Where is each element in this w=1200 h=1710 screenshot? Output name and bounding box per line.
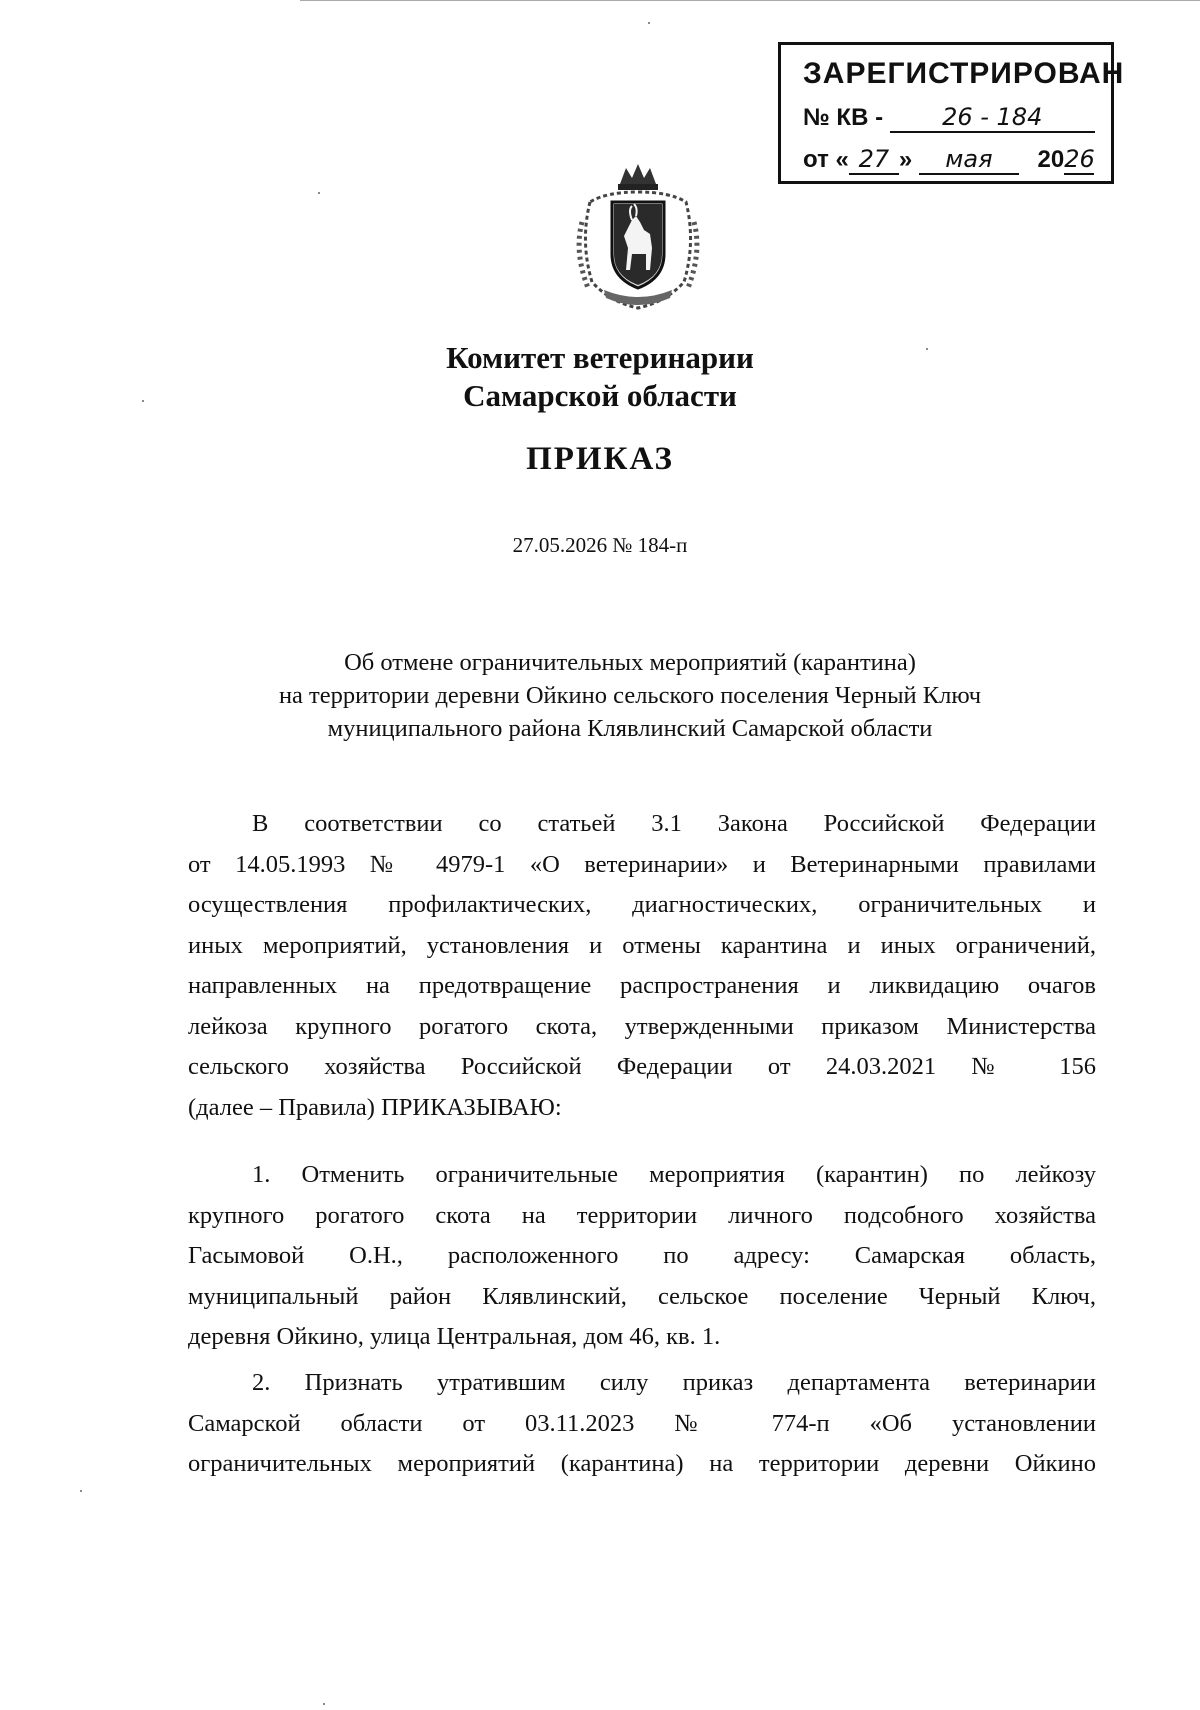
stamp-number-handwritten: 26 - 184 xyxy=(890,103,1095,133)
scan-speck xyxy=(80,1490,82,1492)
stamp-year-prefix: 20 xyxy=(1037,146,1065,173)
stamp-month-handwritten: мая xyxy=(919,145,1019,175)
scan-speck xyxy=(926,348,928,350)
samara-coat-of-arms-icon xyxy=(570,162,706,312)
stamp-title: ЗАРЕГИСТРИРОВАН xyxy=(803,57,1125,90)
text-line: 1. Отменить ограничительные мероприятия (карантин) по лейкозу xyxy=(252,1161,1096,1188)
subject-line: на территории деревни Ойкино сельского поселения Черный Ключ xyxy=(278,682,982,709)
text-line: сельского хозяйства Российской Федерации от 24.03.2021 № 156 xyxy=(188,1053,1096,1080)
scan-speck xyxy=(648,22,650,24)
doc-date-number: 27.05.2026 № 184-п xyxy=(512,533,688,557)
scan-speck xyxy=(323,1703,325,1705)
text-line: Самарской области от 03.11.2023 № 774-п «Об установлении xyxy=(188,1409,1096,1437)
text-line: осуществления профилактических, диагностических, ограничительных и xyxy=(188,891,1096,918)
stamp-number-prefix: № КВ - xyxy=(803,104,890,131)
text-line: ограничительных мероприятий (карантина) на территории деревни Ойкино xyxy=(188,1450,1096,1477)
scan-edge-line xyxy=(300,0,1200,1)
text-line: крупного рогатого скота на территории личного подсобного хозяйства xyxy=(188,1201,1096,1229)
stamp-date-mid: » xyxy=(898,146,913,173)
text-line: В соответствии со статьей 3.1 Закона Российской Федерации xyxy=(252,810,1096,837)
org-name-line1: Комитет ветеринарии xyxy=(446,340,754,375)
paragraph-item-2 xyxy=(188,1363,1096,1485)
stamp-year-handwritten: 26 xyxy=(1064,145,1095,173)
doc-type-title: ПРИКАЗ xyxy=(526,441,674,477)
text-line: направленных на предотвращение распространения и ликвидацию очагов xyxy=(188,972,1096,999)
text-line: от 14.05.1993 № 4979-1 «О ветеринарии» и Ветеринарными правилами xyxy=(188,850,1096,878)
text-line: муниципальный район Клявлинский, сельское поселение Черный Ключ, xyxy=(188,1282,1096,1310)
text-line: иных мероприятий, установления и отмены карантина и иных ограничений, xyxy=(188,931,1096,959)
scan-speck xyxy=(142,400,144,402)
text-line: Гасымовой О.Н., расположенного по адресу: Самарская область, xyxy=(188,1242,1096,1269)
stamp-date-prefix: от « xyxy=(803,146,849,173)
doc-subject xyxy=(240,646,1020,745)
text-line: деревня Ойкино, улица Центральная, дом 46, кв. 1. xyxy=(188,1323,721,1350)
registration-stamp xyxy=(778,42,1125,184)
stamp-date-line xyxy=(803,145,1094,175)
text-line: 2. Признать утратившим силу приказ департамента ветеринарии xyxy=(252,1369,1096,1396)
subject-line: муниципального района Клявлинский Самарской области xyxy=(327,715,933,742)
text-line: (далее – Правила) ПРИКАЗЫВАЮ: xyxy=(188,1093,562,1121)
stamp-number-line xyxy=(803,103,1095,133)
text-line: лейкоза крупного рогатого скота, утвержденными приказом Министерства xyxy=(188,1012,1096,1040)
org-name-line2: Самарской области xyxy=(463,378,737,413)
paragraph-preamble xyxy=(188,804,1096,1128)
scan-speck xyxy=(318,192,320,194)
subject-line: Об отмене ограничительных мероприятий (карантина) xyxy=(344,649,916,676)
stamp-day-handwritten: 27 xyxy=(849,145,899,175)
paragraph-item-1 xyxy=(188,1155,1096,1358)
